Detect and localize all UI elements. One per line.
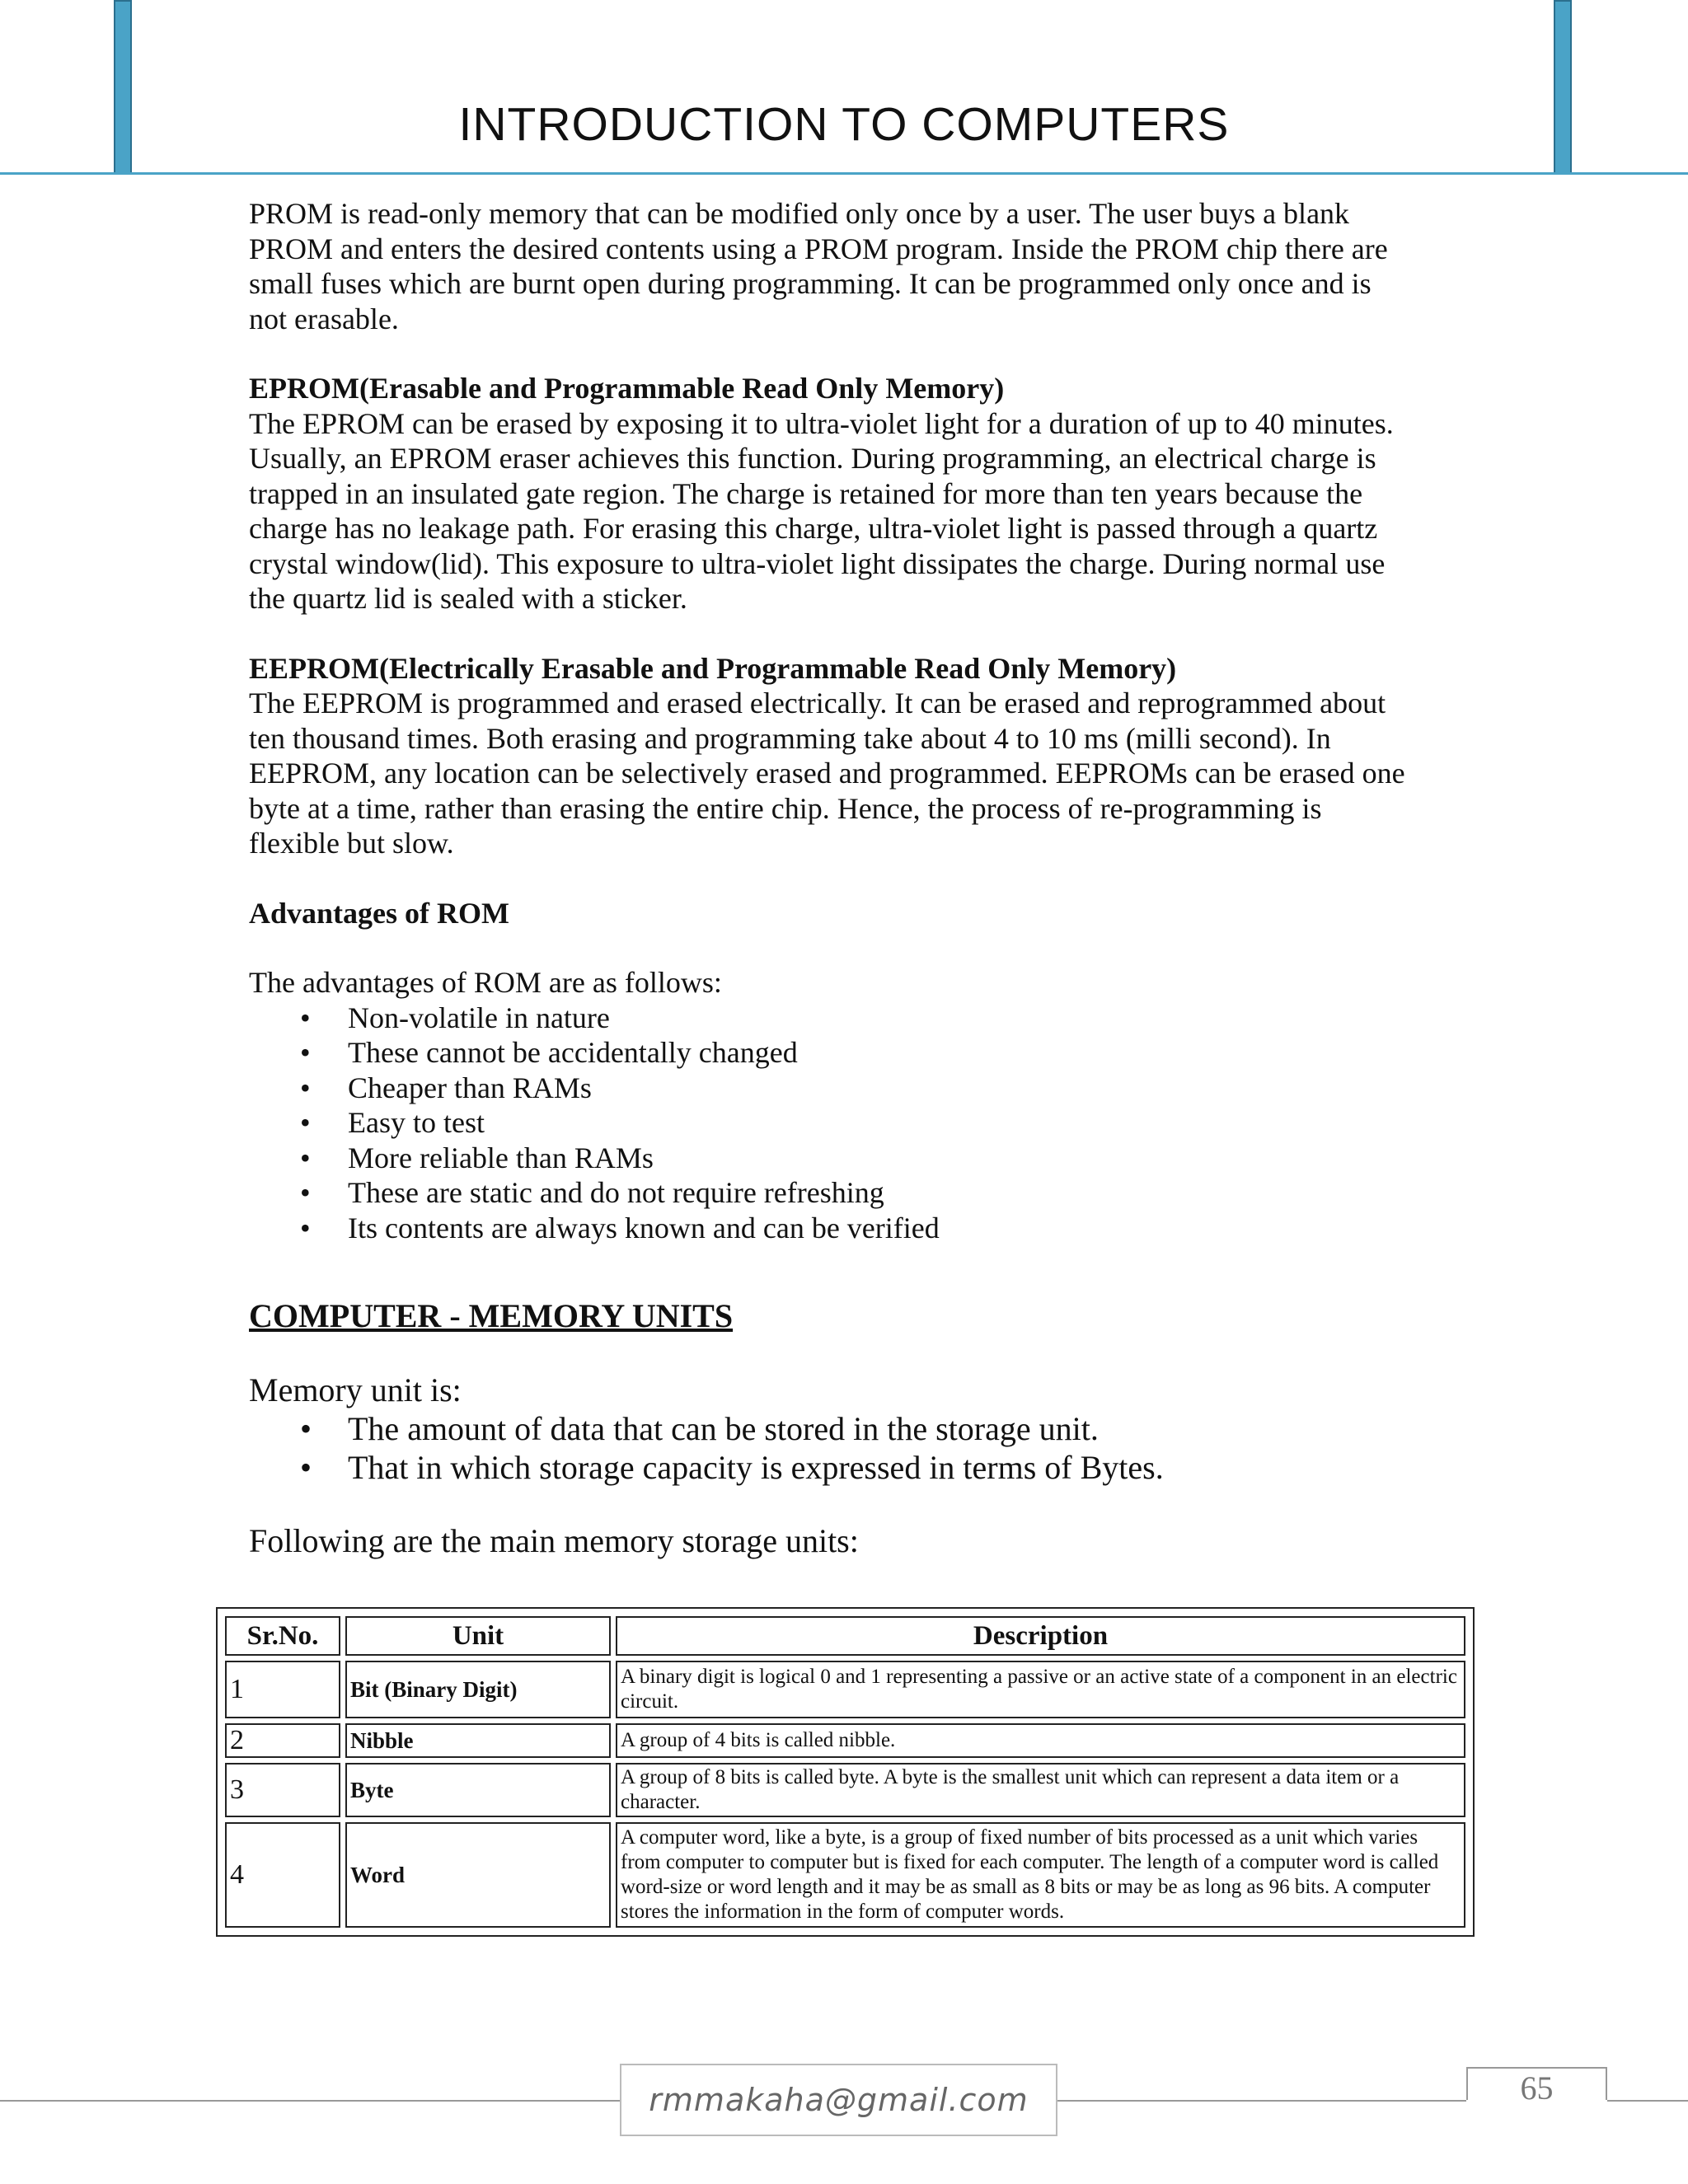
eeprom-heading: EEPROM(Electrically Erasable and Programmable Read Only Memory)	[249, 651, 1177, 685]
list-item: • Easy to test	[249, 1105, 1452, 1141]
memory-units-following: Following are the main memory storage units:	[249, 1522, 859, 1559]
list-item: • Non-volatile in nature	[249, 1001, 1452, 1036]
eeprom-line: EEPROM, any location can be selectively erased and programmed. EEPROMs can be erased one	[249, 757, 1405, 790]
footer-rule-middle	[1057, 2100, 1466, 2102]
memory-units-title: COMPUTER - MEMORY UNITS	[249, 1297, 734, 1334]
eeprom-paragraph	[249, 686, 1452, 861]
eeprom-line: ten thousand times. Both erasing and programming take about 4 to 10 ms (milli second). In	[249, 721, 1331, 755]
list-item: • Cheaper than RAMs	[249, 1071, 1452, 1106]
table-header-row	[225, 1616, 1465, 1656]
advantages-intro: The advantages of ROM are as follows:	[249, 966, 722, 999]
prom-paragraph	[249, 196, 1452, 336]
eeprom-line: The EEPROM is programmed and erased electrically. It can be erased and reprogrammed about	[249, 687, 1386, 719]
page-content	[249, 196, 1452, 1560]
eprom-line: trapped in an insulated gate region. The charge is retained for more than ten years because the	[249, 476, 1363, 510]
col-header-unit: Unit	[345, 1616, 611, 1656]
list-item: • These cannot be accidentally changed	[249, 1035, 1452, 1071]
eeprom-line: byte at a time, rather than erasing the entire chip. Hence, the process of re-programming is	[249, 791, 1322, 825]
list-item: • Its contents are always known and can be verified	[249, 1211, 1452, 1246]
page-number: 65	[1520, 2069, 1554, 2107]
cell-srno: 2	[225, 1723, 340, 1758]
cell-srno: 3	[225, 1763, 340, 1817]
prom-line: PROM is read-only memory that can be modified only once by a user. The user buys a blank	[249, 197, 1350, 230]
cell-unit: Byte	[345, 1763, 611, 1817]
footer-email: rmmakaha@gmail.com	[620, 2064, 1057, 2136]
memory-unit-list	[249, 1409, 1452, 1487]
list-item: • The amount of data that can be stored in the storage unit.	[249, 1409, 1452, 1448]
table-row	[225, 1763, 1465, 1817]
eprom-line: The EPROM can be erased by exposing it to ultra-violet light for a duration of up to 40 minutes.	[249, 406, 1394, 440]
eprom-line: crystal window(lid). This exposure to ultra-violet light dissipates the charge. During normal use	[249, 546, 1386, 580]
cell-unit: Word	[345, 1822, 611, 1928]
cell-srno: 4	[225, 1822, 340, 1928]
col-header-srno: Sr.No.	[225, 1616, 340, 1656]
advantages-list	[249, 1001, 1452, 1246]
cell-description: A computer word, like a byte, is a group of fixed number of bits processed as a unit which varies from computer to computer but is fixed for each computer. The length of a computer word is called word-size or word length and it may be as small as 8 bits or may be as long as 96 bits. A computer stores the information in the form of computer words.	[616, 1822, 1465, 1928]
cell-unit: Bit (Binary Digit)	[345, 1661, 611, 1718]
list-item: • More reliable than RAMs	[249, 1141, 1452, 1176]
col-header-description: Description	[616, 1616, 1465, 1656]
page-header-title: INTRODUCTION TO COMPUTERS	[458, 98, 1230, 151]
header-rule	[0, 172, 1688, 175]
table-row	[225, 1661, 1465, 1718]
cell-unit: Nibble	[345, 1723, 611, 1758]
table-row	[225, 1723, 1465, 1758]
cell-description: A binary digit is logical 0 and 1 representing a passive or an active state of a component in an electric circuit.	[616, 1661, 1465, 1718]
cell-description: A group of 8 bits is called byte. A byte is the smallest unit which can represent a data item or a character.	[616, 1763, 1465, 1817]
list-item: • These are static and do not require refreshing	[249, 1175, 1452, 1211]
prom-line: PROM and enters the desired contents using a PROM program. Inside the PROM chip there are	[249, 232, 1388, 265]
prom-line: small fuses which are burnt open during programming. It can be programmed only once and is	[249, 267, 1372, 300]
cell-srno: 1	[225, 1661, 340, 1718]
memory-unit-intro: Memory unit is:	[249, 1371, 462, 1408]
memory-units-table	[216, 1607, 1475, 1937]
eprom-heading: EPROM(Erasable and Programmable Read Only Memory)	[249, 372, 1005, 405]
eeprom-line: flexible but slow.	[249, 827, 454, 860]
prom-line: not erasable.	[249, 302, 399, 335]
footer-rule-right	[1607, 2100, 1688, 2102]
eprom-line: charge has no leakage path. For erasing this charge, ultra-violet light is passed through a quartz	[249, 512, 1378, 545]
eprom-line: the quartz lid is sealed with a sticker.	[249, 582, 687, 615]
eprom-paragraph	[249, 406, 1452, 616]
cell-description: A group of 4 bits is called nibble.	[616, 1723, 1465, 1758]
footer-rule-left	[0, 2100, 620, 2102]
eprom-line: Usually, an EPROM eraser achieves this function. During programming, an electrical charge is	[249, 442, 1376, 475]
table-row	[225, 1822, 1465, 1928]
list-item: • That in which storage capacity is expressed in terms of Bytes.	[249, 1448, 1452, 1487]
advantages-heading: Advantages of ROM	[249, 896, 509, 930]
